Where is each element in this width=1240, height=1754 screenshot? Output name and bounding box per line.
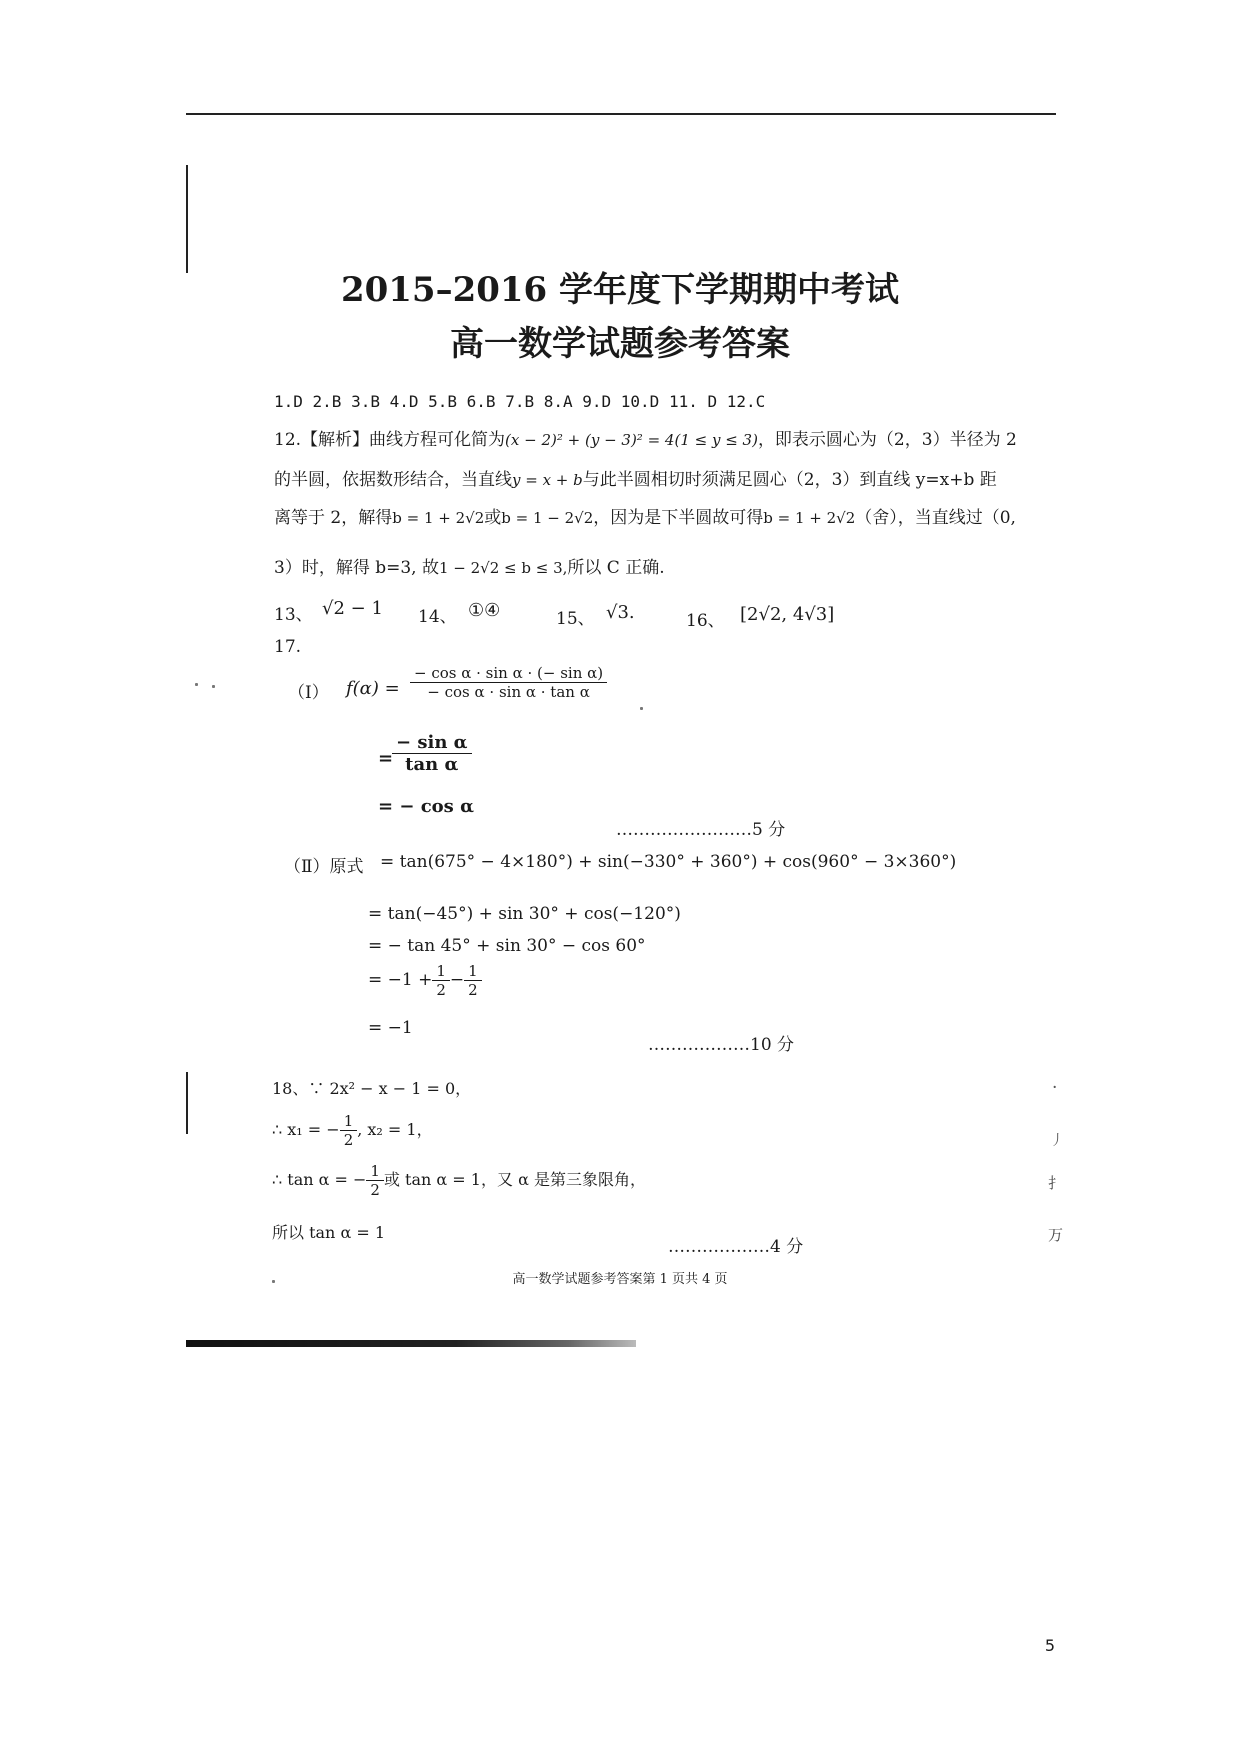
q13-answer: √2 − 1 [322,598,383,619]
q17-part2-line3: = − tan 45° + sin 30° − cos 60° [368,936,646,956]
half-num: 1 [340,1112,358,1131]
half-den: 2 [343,1131,354,1149]
margin-mark: 扌 [1048,1174,1064,1192]
q17-step3: = − cos α [378,796,474,817]
q17-step2 [392,732,472,775]
q12-range: 1 − 2√2 ≤ b ≤ 3, [438,559,568,577]
margin-mark: · [1052,1078,1058,1098]
q12-text: 与此半圆相切时须满足圆心（2，3）到直线 y=x+b 距 [582,470,997,490]
q16-number: 16、 [686,611,725,631]
q14-number: 14、 [418,607,457,627]
half-fraction [432,962,450,999]
q12-text: ，因为是下半圆故可得 [593,508,764,528]
q12-text: ，即表示圆心为（2，3）半径为 2 [757,430,1017,450]
q18-line4: 所以 tan α = 1 [272,1223,386,1242]
page-number: 5 [1044,1636,1055,1655]
scan-speck [212,685,215,688]
margin-mark: 万 [1048,1226,1064,1244]
q18-line2-post: , x₂ = 1， [357,1120,433,1139]
q17-part2-line4-pre: = −1 + [368,970,433,990]
q18-line3-post: 或 tan α = 1，又 α 是第三象限角， [383,1170,646,1189]
q12-line-eq: y = x + b [512,471,583,489]
q13-number: 13、 [274,605,313,625]
q16-answer: [2√2, 4√3] [740,604,835,625]
q17-part1-label: （Ⅰ） [288,683,329,703]
q12-line-4 [274,553,665,578]
q17-part2-line4 [368,962,482,999]
q12-text: 离等于 2，解得 [274,508,393,528]
half-fraction [340,1112,358,1149]
scan-speck [640,707,643,710]
half-fraction [366,1162,384,1199]
q17-step2-num: − sin α [392,732,472,754]
margin-mark: 丿 [1050,1133,1064,1149]
q12-text: 的半圆，依据数形结合，当直线 [274,470,512,490]
q17-step2-fraction [392,732,472,775]
half-den: 2 [370,1181,380,1199]
half-fraction [464,962,482,999]
q17-step2-den: tan α [405,754,459,775]
q12-text: 3）时，解得 b=3, 故 [274,558,439,578]
q15-number: 15、 [556,609,595,629]
q17-numerator: − cos α · sin α · (− sin α) [410,664,607,683]
q18-line3-pre: ∴ tan α = − [272,1170,367,1189]
q17-part2-score: ………………10 分 [648,1035,795,1055]
q12-text: （舍），当直线过（0, [855,508,1016,528]
q17-number: 17. [274,637,302,657]
q12-line-3 [274,503,1016,528]
q17-part2-line1: = tan(675° − 4×180°) + sin(−330° + 360°) + cos(960° − 3×360°) [380,852,957,872]
q14-answer: ①④ [468,600,501,621]
q12-text: 12.【解析】曲线方程可化简为 [274,430,506,450]
q17-part1-score: ……………………5 分 [616,820,786,840]
document-title: 2015–2016 学年度下学期期中考试 [340,270,900,310]
q15-answer: √3. [606,602,635,623]
half-num: 1 [464,962,482,981]
q12-solution-3: b = 1 + 2√2 [763,509,856,527]
scan-speck [195,683,198,686]
q17-eq-sign: = [378,748,394,769]
half-num: 1 [366,1162,384,1181]
q18-line3 [272,1162,646,1199]
q17-fraction [410,664,607,701]
half-den: 2 [436,981,446,999]
q12-line-2 [274,465,997,490]
q12-equation: (x − 2)² + (y − 3)² = 4(1 ≤ y ≤ 3) [505,431,758,449]
half-num: 1 [432,962,450,981]
q12-text: 或 [484,508,502,528]
bottom-rule [186,1340,636,1347]
q17-part2-line4-mid: − [449,970,465,990]
q18-score: ………………4 分 [668,1237,804,1257]
q18-line2 [272,1112,433,1149]
left-binding-mark-lower [186,1072,188,1134]
q17-f-alpha: f(α) = [346,678,400,699]
q17-part2-line5: = −1 [368,1018,413,1038]
q17-part2-label: （Ⅱ）原式 [284,857,364,877]
q12-text: 所以 C 正确. [567,558,665,578]
mc-answers: 1.D 2.B 3.B 4.D 5.B 6.B 7.B 8.A 9.D 10.D 11. D 12.C [274,392,766,411]
top-rule [186,113,1056,115]
q17-denominator: − cos α · sin α · tan α [427,683,590,701]
q12-solution-2: b = 1 − 2√2 [501,509,594,527]
page-caption: 高一数学试题参考答案第 1 页共 4 页 [512,1272,728,1287]
q17-part2-line2: = tan(−45°) + sin 30° + cos(−120°) [368,904,681,924]
q12-solution-1: b = 1 + 2√2 [392,509,485,527]
document-subtitle: 高一数学试题参考答案 [450,324,790,364]
half-den: 2 [468,981,478,999]
q12-line-1 [274,425,1017,450]
q18-line1: 18、∵ 2x² − x − 1 = 0， [272,1079,472,1098]
q17-fraction-body [410,664,607,701]
left-binding-mark [186,165,188,273]
q18-line2-pre: ∴ x₁ = − [272,1120,340,1139]
